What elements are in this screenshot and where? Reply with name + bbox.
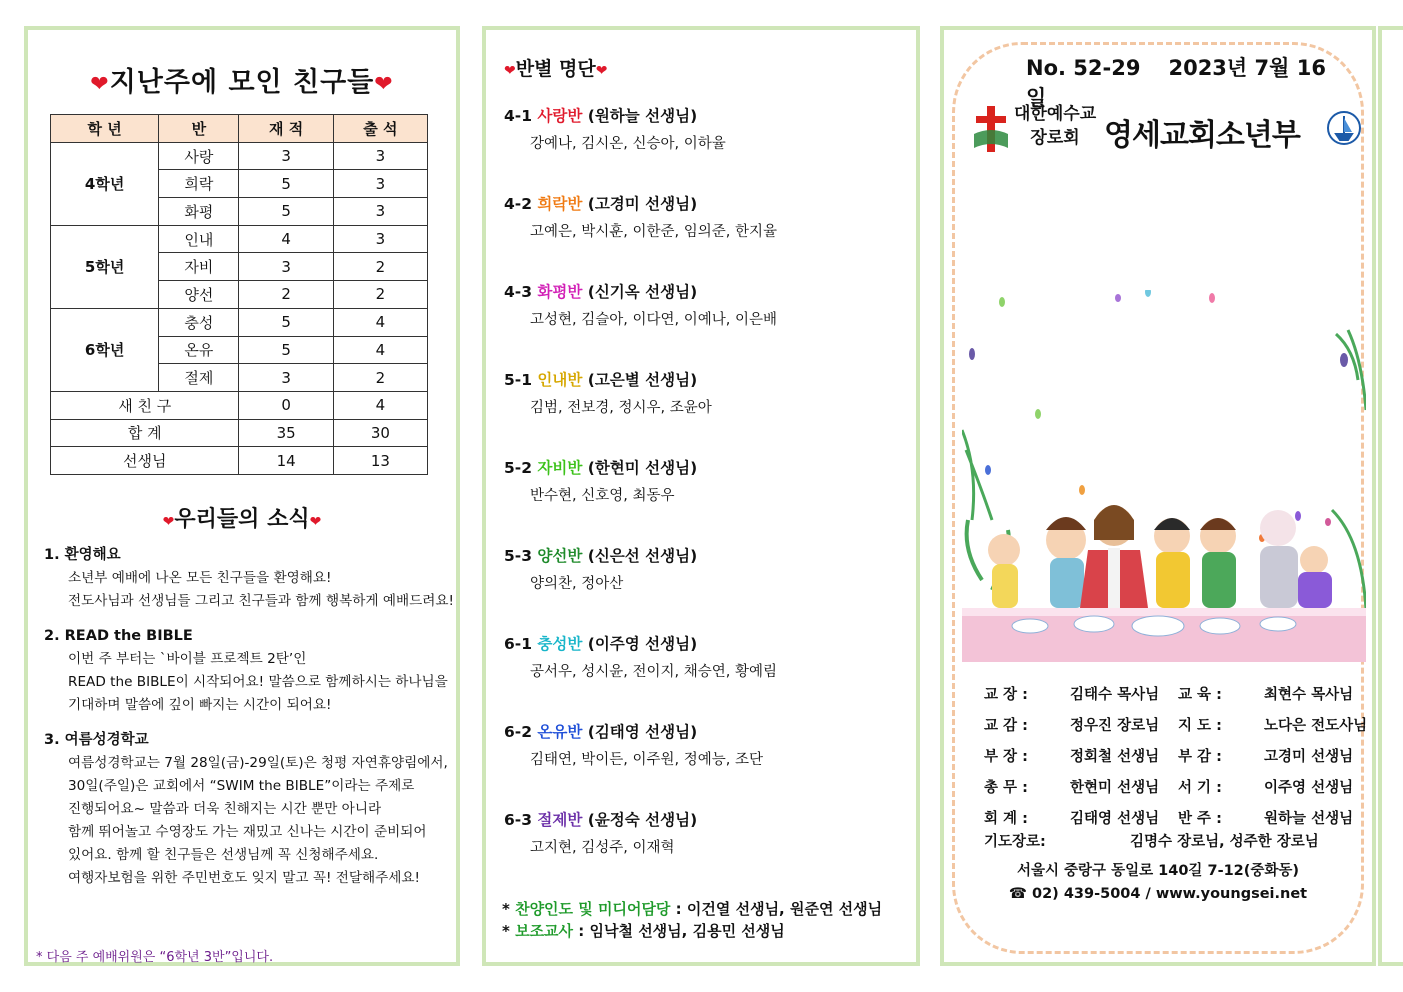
table-row	[51, 142, 428, 170]
table-cell: 13	[333, 447, 427, 475]
helper-staff	[502, 898, 882, 942]
class-name: 사랑반	[537, 107, 583, 125]
staff-person: 정회철 선생님	[1070, 749, 1160, 765]
news-line: 여름성경학교는 7월 28일(금)-29일(토)은 청평 자연휴양림에서,	[68, 755, 448, 771]
heart-icon: ❤	[309, 514, 322, 530]
table-cell: 2	[333, 253, 427, 281]
news-line: 30일(주일)은 교회에서 “SWIM the BIBLE”이라는 주제로	[68, 778, 415, 794]
staff-row	[984, 742, 1372, 773]
class-heading	[504, 632, 777, 654]
table-cell: 5	[239, 198, 333, 226]
class-entry	[504, 280, 777, 329]
staff-role: 반 주 :	[1178, 811, 1222, 827]
class-entry	[504, 368, 712, 417]
table-cell: 4	[239, 225, 333, 253]
class-members: 공서우, 성시윤, 전이지, 채승연, 황예림	[530, 664, 777, 680]
table-cell: 인내	[159, 225, 239, 253]
class-name: 충성반	[537, 635, 583, 653]
table-cell: 양선	[159, 281, 239, 309]
next-week-notice: * 다음 주 예배위원은 “6학년 3반”입니다.	[36, 950, 274, 965]
class-members: 고성현, 김슬아, 이다연, 이예나, 이은배	[530, 312, 777, 328]
helper-row: * 찬양인도 및 미디어담당 : 이건열 선생님, 원준연 선생님	[502, 900, 883, 918]
denomination: 대한예수교 장로회	[1014, 104, 1097, 148]
news-line: 기대하며 말씀에 깊이 빠지는 시간이 되어요!	[68, 697, 332, 713]
table-cell: 3	[333, 225, 427, 253]
class-code: 4-2	[504, 195, 533, 213]
table-cell: 사랑	[159, 142, 239, 170]
class-heading	[504, 456, 697, 478]
table-cell: 절제	[159, 364, 239, 392]
table-cell: 희락	[159, 170, 239, 198]
class-teacher: (고은별 선생님)	[587, 371, 698, 389]
class-code: 6-3	[504, 811, 533, 829]
staff-person: 한현미 선생님	[1070, 780, 1160, 796]
table-cell: 화평	[159, 198, 239, 226]
table-cell: 5	[239, 336, 333, 364]
class-teacher: (신은선 선생님)	[587, 547, 698, 565]
table-cell: 4	[333, 308, 427, 336]
class-entry	[504, 456, 697, 505]
attendance-title: ❤지난주에 모인 친구들❤	[90, 67, 394, 98]
cover-panel	[940, 26, 1376, 966]
heart-icon: ❤	[374, 72, 394, 97]
grade-cell: 4학년	[51, 142, 159, 225]
news-heading: 3. 여름성경학교	[44, 732, 149, 748]
table-header-cell: 학 년	[51, 115, 159, 143]
table-cell: 3	[333, 170, 427, 198]
staff-person: 노다은 전도사님	[1264, 718, 1368, 734]
roster-title: ❤반별 명단❤	[504, 58, 608, 80]
staff-person: 이주영 선생님	[1264, 780, 1354, 796]
table-cell: 0	[239, 391, 333, 419]
table-cell: 4	[333, 336, 427, 364]
table-header-cell: 반	[159, 115, 239, 143]
class-entry	[504, 104, 726, 153]
grade-cell: 6학년	[51, 308, 159, 391]
table-cell: 온유	[159, 336, 239, 364]
class-code: 5-1	[504, 371, 533, 389]
next-panel-edge	[1378, 26, 1403, 966]
table-cell: 3	[333, 198, 427, 226]
table-row	[51, 225, 428, 253]
church-address: 서울시 중랑구 동일로 140길 7-12(중화동) ☎ 02) 439-5004 / www.youngsei.net	[944, 860, 1372, 906]
class-members: 김태연, 박이든, 이주원, 정예능, 조단	[530, 752, 763, 768]
class-code: 5-3	[504, 547, 533, 565]
table-cell: 2	[333, 364, 427, 392]
staff-role: 부 장 :	[984, 749, 1028, 765]
staff-person: 김태영 선생님	[1070, 811, 1160, 827]
class-name: 온유반	[537, 723, 583, 741]
class-entry	[504, 544, 697, 593]
table-header-cell: 재 적	[239, 115, 333, 143]
class-heading	[504, 544, 697, 566]
class-name: 인내반	[537, 371, 583, 389]
class-entry	[504, 808, 697, 857]
table-cell: 4	[333, 391, 427, 419]
table-cell: 3	[239, 253, 333, 281]
heart-icon: ❤	[504, 63, 516, 79]
class-members: 고예은, 박시훈, 이한준, 임의준, 한지율	[530, 224, 777, 240]
staff-person: 최현수 목사님	[1264, 687, 1354, 703]
staff-person: 정우진 장로님	[1070, 718, 1160, 734]
class-teacher: (고경미 선생님)	[587, 195, 698, 213]
staff-row	[984, 711, 1372, 742]
class-heading	[504, 720, 763, 742]
summary-label: 새 친 구	[51, 391, 239, 419]
church-cross-icon	[972, 104, 1010, 154]
class-entry	[504, 632, 777, 681]
news-title: ❤우리들의 소식❤	[162, 507, 322, 532]
class-code: 4-3	[504, 283, 533, 301]
news-line: 전도사님과 선생님들 그리고 친구들과 함께 행복하게 예배드려요!	[68, 593, 454, 609]
news-heading: 2. READ the BIBLE	[44, 628, 193, 644]
staff-role: 교 육 :	[1178, 687, 1222, 703]
staff-role: 지 도 :	[1178, 718, 1222, 734]
class-code: 4-1	[504, 107, 533, 125]
children-with-jesus-illustration	[962, 290, 1366, 662]
summary-label: 합 계	[51, 419, 239, 447]
class-heading	[504, 192, 777, 214]
attendance-panel	[24, 26, 460, 966]
class-code: 5-2	[504, 459, 533, 477]
table-cell: 3	[333, 142, 427, 170]
class-members: 반수현, 신호영, 최동우	[530, 488, 675, 504]
news-line: 진행되어요~ 말씀과 더욱 친해지는 시간 뿐만 아니라	[68, 801, 382, 817]
class-members: 양의찬, 정아산	[530, 576, 624, 592]
staff-person: 김태수 목사님	[1070, 687, 1160, 703]
table-cell: 3	[239, 364, 333, 392]
class-roster-panel	[482, 26, 920, 966]
table-cell: 35	[239, 419, 333, 447]
class-teacher: (이주영 선생님)	[587, 635, 698, 653]
grade-cell: 5학년	[51, 225, 159, 308]
summary-row	[51, 419, 428, 447]
class-teacher: (윤정숙 선생님)	[587, 811, 698, 829]
helper-names: : 임낙철 선생님, 김용민 선생님	[578, 922, 785, 940]
heart-icon: ❤	[162, 514, 175, 530]
staff-role: 부 감 :	[1178, 749, 1222, 765]
staff-person: 원하늘 선생님	[1264, 811, 1354, 827]
helper-row: * 보조교사 : 임낙철 선생님, 김용민 선생님	[502, 922, 785, 940]
staff-row	[984, 773, 1372, 804]
table-cell: 3	[239, 142, 333, 170]
summary-label: 선생님	[51, 447, 239, 475]
class-members: 강예나, 김시온, 신승아, 이하율	[530, 136, 726, 152]
staff-person: 고경미 선생님	[1264, 749, 1354, 765]
news-line: 소년부 예배에 나온 모든 친구들을 환영해요!	[68, 570, 332, 586]
class-teacher: (김태영 선생님)	[587, 723, 698, 741]
issue-date: 2023년 7월 16일	[1026, 56, 1326, 110]
staff-role: 총 무 :	[984, 780, 1028, 796]
news-item	[44, 625, 454, 717]
helper-names: : 이건열 선생님, 원준연 선생님	[675, 900, 883, 918]
news-line: 함께 뛰어놀고 수영장도 가는 재밌고 신나는 시간이 준비되어	[68, 824, 427, 840]
staff-role: 회 계 :	[984, 811, 1028, 827]
class-teacher: (한현미 선생님)	[587, 459, 698, 477]
class-heading	[504, 280, 777, 302]
heart-icon: ❤	[595, 63, 608, 79]
news-heading: 1. 환영해요	[44, 547, 121, 563]
news-item	[44, 729, 454, 890]
news-section	[44, 544, 454, 902]
church-logo-icon	[1326, 110, 1362, 150]
summary-row	[51, 447, 428, 475]
prayer-elders: 기도장로: 김명수 장로님, 성주한 장로님	[984, 834, 1319, 850]
class-code: 6-1	[504, 635, 533, 653]
class-members: 김범, 전보경, 정시우, 조윤아	[530, 400, 712, 416]
helper-role: 보조교사	[515, 922, 574, 940]
class-name: 절제반	[537, 811, 583, 829]
class-code: 6-2	[504, 723, 533, 741]
issue-number: No. 52-29	[1026, 56, 1141, 80]
table-cell: 14	[239, 447, 333, 475]
attendance-table	[50, 114, 428, 475]
table-cell: 자비	[159, 253, 239, 281]
table-cell: 2	[333, 281, 427, 309]
staff-role: 서 기 :	[1178, 780, 1222, 796]
staff-role: 교 감 :	[984, 718, 1028, 734]
heart-icon: ❤	[90, 72, 110, 97]
staff-list	[984, 680, 1372, 835]
class-name: 양선반	[537, 547, 583, 565]
class-entry	[504, 192, 777, 241]
class-heading	[504, 368, 712, 390]
table-cell: 30	[333, 419, 427, 447]
summary-row	[51, 391, 428, 419]
class-heading	[504, 808, 697, 830]
class-name: 자비반	[537, 459, 583, 477]
class-entry	[504, 720, 763, 769]
class-heading	[504, 104, 726, 126]
news-line: READ the BIBLE이 시작되어요! 말씀으로 함께하시는 하나님을	[68, 674, 448, 690]
table-header-cell: 출 석	[333, 115, 427, 143]
staff-row	[984, 680, 1372, 711]
news-item	[44, 544, 454, 613]
news-line: 이번 주 부터는 `바이블 프로젝트 2탄’인	[68, 651, 307, 667]
class-name: 희락반	[537, 195, 583, 213]
class-teacher: (원하늘 선생님)	[587, 107, 698, 125]
table-cell: 2	[239, 281, 333, 309]
staff-role: 교 장 :	[984, 687, 1028, 703]
class-teacher: (신기옥 선생님)	[587, 283, 698, 301]
church-name: 영세교회소년부	[1104, 118, 1300, 153]
helper-role: 찬양인도 및 미디어담당	[515, 900, 671, 918]
news-line: 여행자보험을 위한 주민번호도 잊지 말고 꼭! 전달해주세요!	[68, 870, 420, 886]
table-row	[51, 308, 428, 336]
table-cell: 충성	[159, 308, 239, 336]
news-line: 있어요. 함께 할 친구들은 선생님께 꼭 신청해주세요.	[68, 847, 379, 863]
class-members: 고지현, 김성주, 이재혁	[530, 840, 675, 856]
table-cell: 5	[239, 170, 333, 198]
contact-line: ☎ 02) 439-5004 / www.youngsei.net	[1008, 886, 1308, 902]
table-header-row	[51, 115, 428, 143]
table-cell: 5	[239, 308, 333, 336]
class-name: 화평반	[537, 283, 583, 301]
